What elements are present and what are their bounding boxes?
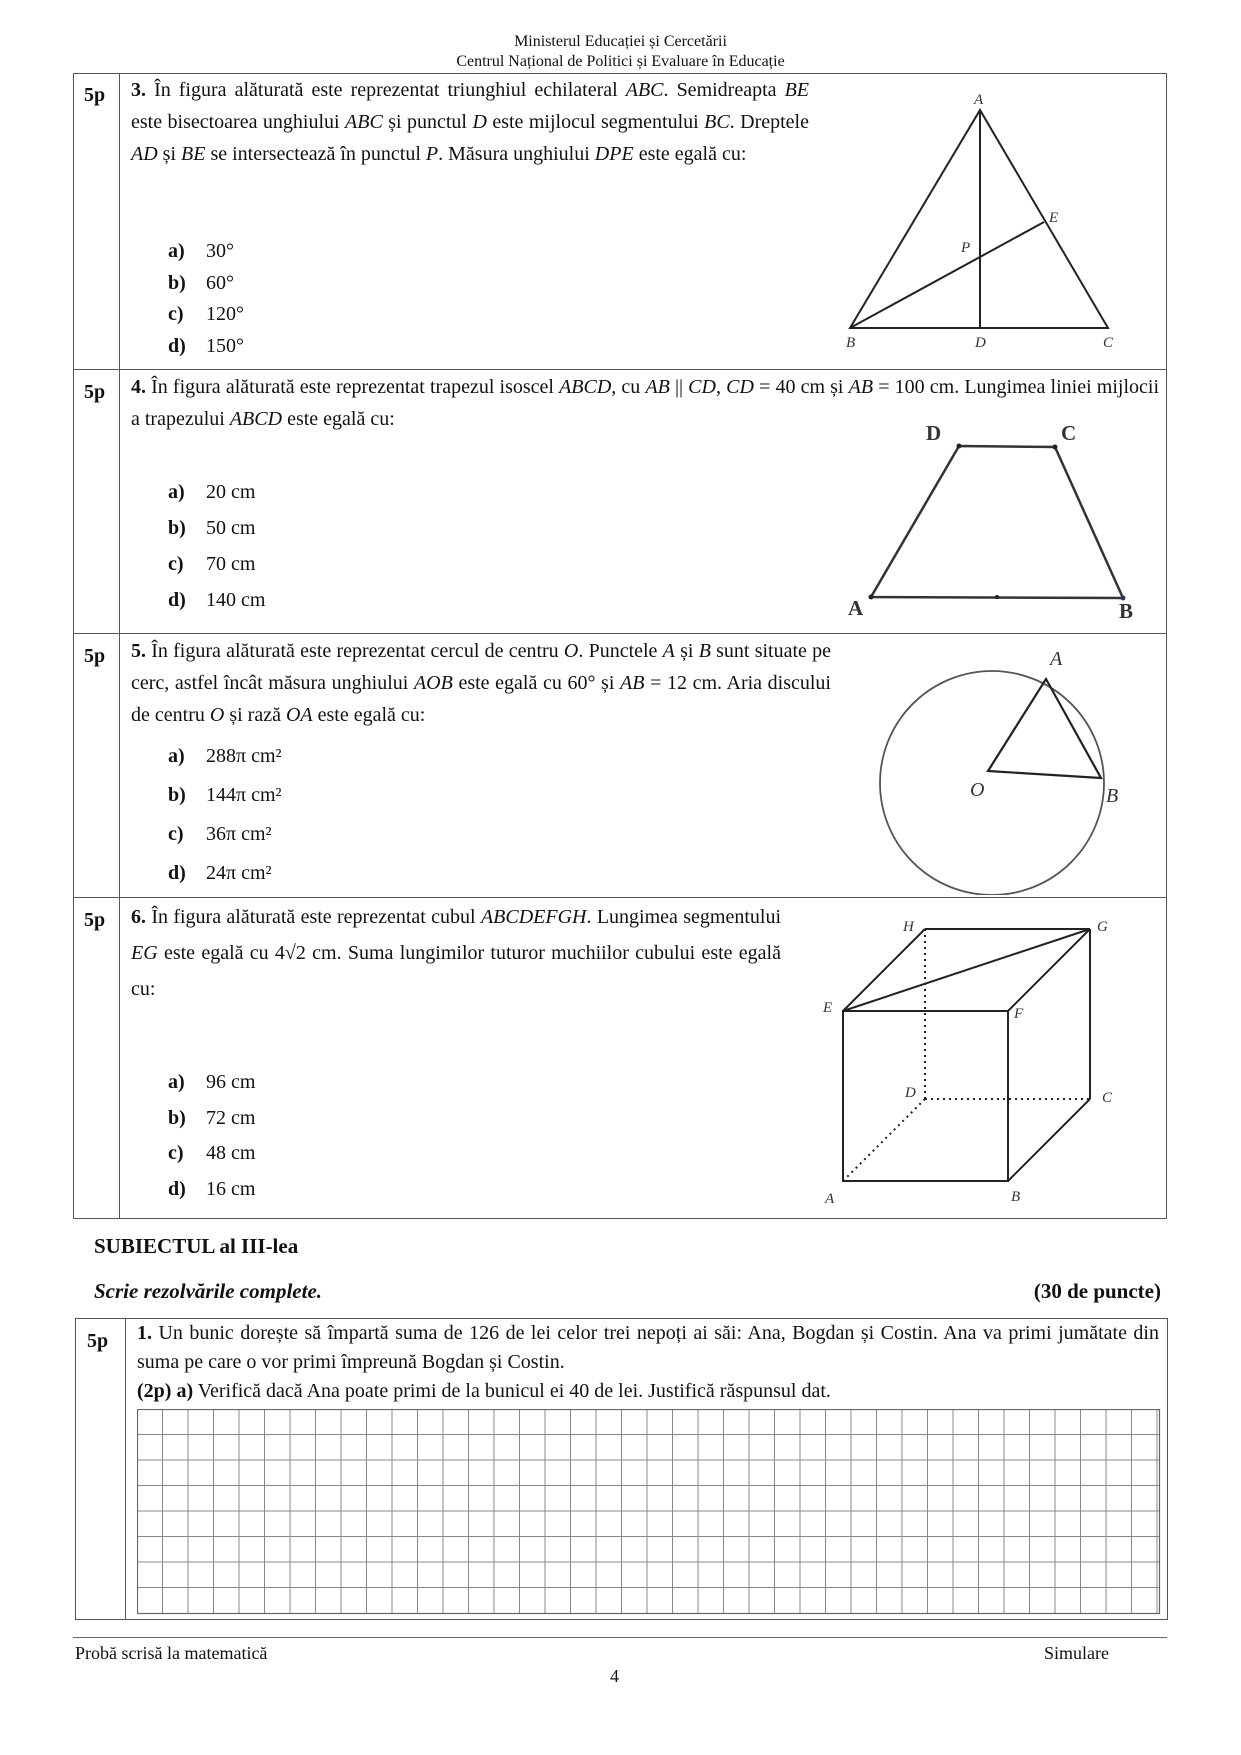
circle-figure [860,640,1150,895]
circle-o [880,671,1104,895]
trapezoid-figure [840,415,1160,630]
triangle-aob [988,679,1101,778]
label-d: D [905,1085,916,1101]
option-label: b) [168,272,186,294]
option-label: b) [168,784,186,806]
option-d[interactable] [168,334,244,358]
option-value: 24π cm² [206,862,272,884]
item-points: 5p [84,84,106,106]
item-points: 5p [84,381,106,403]
points-column-divider [125,1318,126,1620]
item-statement: În figura alăturată este reprezentat cubul ABCDEFGH. Lungimea segmentului EG este egală cu 4√2 cm. Suma lungimilor tuturor muchiilor cubului este egală cu: [131,906,781,1000]
point-d [957,444,962,449]
edge-fg [1008,929,1090,1011]
label-c: C [1103,335,1114,351]
item-number: 3. [131,79,146,101]
points-column-divider [119,73,120,1219]
label-b: B [846,335,856,351]
edge-ad-hidden [843,1099,925,1181]
section-title: SUBIECTUL al III-lea [94,1234,299,1258]
option-b[interactable] [168,1106,255,1130]
option-label: d) [168,862,186,884]
label-p: P [961,240,971,256]
option-label: c) [168,303,184,325]
item-3-text [131,74,809,170]
option-value: 96 cm [206,1071,256,1093]
option-b[interactable] [168,516,255,540]
segment-be [850,222,1044,328]
row-divider [73,369,1167,370]
option-value: 72 cm [206,1107,256,1129]
option-a[interactable] [168,1070,255,1094]
label-b: B [1011,1189,1021,1205]
label-a: A [974,92,984,108]
option-value: 140 cm [206,589,266,611]
item-statement: În figura alăturată este reprezentat trapezul isoscel ABCD, cu AB || CD, CD = 40 cm și AB = 100 cm. Lungimea liniei mijlocii a trapezului ABCD este egală cu: [131,376,1159,430]
item-number: 4. [131,376,146,398]
problem-points: 5p [87,1330,109,1352]
option-label: d) [168,589,186,611]
item-statement: În figura alăturată este reprezentat cercul de centru O. Punctele A și B sunt situate pe cerc, astfel încât măsura unghiului AOB este egală cu 60° și AB = 12 cm. Aria discului de centru O și rază OA este egală cu: [131,640,832,726]
item-points: 5p [84,909,106,931]
option-value: 48 cm [206,1142,256,1164]
footer-right: Simulare [1044,1643,1109,1663]
edge-bc [1008,1099,1090,1181]
triangle-figure [830,85,1130,360]
option-c[interactable] [168,1141,255,1165]
option-value: 50 cm [206,517,256,539]
trapezoid-abcd [871,446,1123,598]
option-label: b) [168,517,186,539]
footer-left: Probă scrisă la matematică [75,1643,268,1663]
option-label: a) [168,240,185,262]
item-number: 6. [131,906,146,928]
label-c: C [1061,421,1077,445]
section-points: (30 de puncte) [1033,1279,1161,1303]
problem-1a-text: (2p) a) Verifică dacă Ana poate primi de la bunicul ei 40 de lei. Justifică răspunsul dat. [137,1380,831,1402]
label-d: D [975,335,986,351]
option-c[interactable] [168,822,272,846]
label-e: E [823,1000,833,1016]
option-b[interactable] [168,271,234,295]
cube-figure [815,905,1135,1210]
item-statement: În figura alăturată este reprezentat triunghiul echilateral ABC. Semidreapta BE este bisectoarea unghiului ABC și punctul D este mijlocul segmentului BC. Dreptele AD și BE se intersectează în punctul P. Măsura unghiului DPE este egală cu: [131,79,810,165]
label-f: F [1014,1006,1024,1022]
option-value: 16 cm [206,1178,256,1200]
option-d[interactable] [168,861,272,885]
point-midpoint [995,595,999,599]
option-value: 30° [206,240,234,262]
option-value: 20 cm [206,481,256,503]
label-b: B [1106,785,1119,807]
label-d: D [926,421,942,445]
label-c: C [1102,1090,1113,1106]
option-c[interactable] [168,302,244,326]
option-d[interactable] [168,1177,255,1201]
option-label: b) [168,1107,186,1129]
item-points: 5p [84,645,106,667]
item-number: 5. [131,640,146,662]
option-label: a) [168,481,185,503]
option-label: d) [168,335,186,357]
label-b: B [1119,599,1134,623]
problem-1-text: 1. Un bunic dorește să împartă suma de 126 de lei celor trei nepoți ai săi: Ana, Bogdan și Costin. Ana va primi jumătate din suma pe care o vor primi împreună Bogdan și Costin. [137,1322,1159,1373]
option-value: 120° [206,303,244,325]
option-label: c) [168,553,184,575]
option-c[interactable] [168,552,255,576]
point-c [1053,445,1058,450]
option-label: a) [168,1071,185,1093]
option-value: 60° [206,272,234,294]
row-divider [73,633,1167,634]
row-divider [73,897,1167,898]
footer-rule [73,1637,1167,1638]
option-a[interactable] [168,480,255,504]
option-value: 70 cm [206,553,256,575]
option-label: d) [168,1178,186,1200]
header-ministry: Ministerul Educației și Cercetării [514,33,727,50]
edge-eh [843,929,925,1011]
option-a[interactable] [168,239,234,263]
label-a: A [825,1191,835,1207]
cube-front-face [843,1011,1008,1181]
label-a: A [848,596,864,620]
option-a[interactable] [168,744,282,768]
option-value: 36π cm² [206,823,272,845]
answer-grid[interactable] [137,1409,1163,1616]
option-value: 150° [206,335,244,357]
option-label: a) [168,745,185,767]
option-value: 144π cm² [206,784,282,806]
label-o: O [970,779,985,801]
header-center: Centrul Național de Politici și Evaluare în Educație [456,53,785,70]
label-a: A [1050,648,1063,670]
page-number: 4 [610,1666,619,1686]
option-label: c) [168,823,184,845]
option-label: c) [168,1142,184,1164]
option-d[interactable] [168,588,265,612]
item-5-text [131,635,831,731]
label-h: H [903,919,914,935]
label-e: E [1049,210,1059,226]
point-a [869,595,874,600]
label-g: G [1097,919,1108,935]
item-6-text [131,899,781,1007]
section-instruction: Scrie rezolvările complete. [94,1279,323,1303]
diagonal-eg [843,929,1090,1011]
option-b[interactable] [168,783,282,807]
option-value: 288π cm² [206,745,282,767]
